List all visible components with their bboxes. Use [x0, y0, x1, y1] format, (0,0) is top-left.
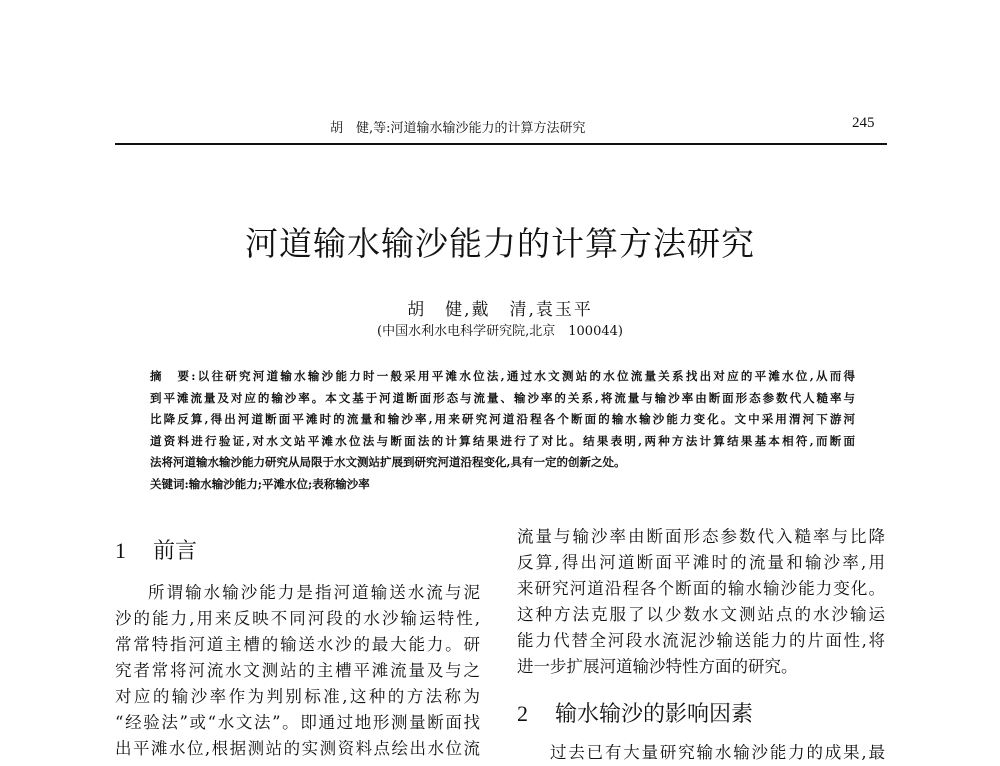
abstract-line: 法将河道输水输沙能力研究从局限于水文测站扩展到研究河道沿程变化,具有一定的创新之处。: [150, 455, 626, 469]
authors: 胡 健,戴 清,袁玉平: [407, 300, 593, 320]
body-line: 进一步扩展河道输沙特性方面的研究。: [517, 657, 798, 676]
abstract-line: 摘 要:以往研究河道输水输沙能力时一般采用平滩水位法,通过水文测站的水位流量关系找出对应的平滩水位,从而得: [150, 369, 855, 383]
section-number: 2: [517, 701, 528, 726]
body-line: “经验法”或“水文法”。即通过地形测量断面找: [115, 713, 480, 732]
body-line: 对应的输沙率作为判别标准,这种的方法称为: [115, 687, 480, 706]
body-line: 出平滩水位,根据测站的实测资料点绘出水位流: [115, 739, 480, 758]
keywords: 关键词:输水输沙能力;平滩水位;表称输沙率: [150, 477, 370, 491]
abstract-line: 比降反算,得出河道断面平滩时的流量和输沙率,用来研究河道沿程各个断面的输水输沙能力变化。文中采用渭河下游河: [150, 412, 855, 426]
section-title: 输水输沙的影响因素: [555, 702, 754, 727]
header-rule: [115, 143, 887, 145]
section-title: 前言: [153, 539, 198, 564]
body-line: 究者常将河流水文测站的主槽平滩流量及与之: [115, 661, 480, 680]
body-line: 所谓输水输沙能力是指河道输送水流与泥: [148, 583, 480, 602]
affiliation: (中国水利水电科学研究院,北京 100044): [377, 324, 623, 339]
abstract-line: 道资料进行验证,对水文站平滩水位法与断面法的计算结果进行了对比。结果表明,两种方法计算结果基本相符,而断面: [150, 434, 855, 448]
section-1-heading: [115, 534, 480, 565]
body-line: 反算,得出河道断面平滩时的流量和输沙率,用: [517, 553, 885, 572]
body-line: 流量与输沙率由断面形态参数代入糙率与比降: [517, 527, 885, 546]
body-line: 沙的能力,用来反映不同河段的水沙输运特性,: [115, 609, 480, 628]
body-line: 常常特指河道主槽的输送水沙的最大能力。研: [115, 635, 480, 654]
body-line: 来研究河道沿程各个断面的输水输沙能力变化。: [517, 579, 885, 598]
paper-title: 河道输水输沙能力的计算方法研究: [245, 224, 755, 263]
abstract-line: 到平滩流量及对应的输沙率。本文基于河道断面形态与流量、输沙率的关系,将流量与输沙率由断面形态参数代人糙率与: [150, 391, 855, 405]
running-header: 胡 健,等:河道输水输沙能力的计算方法研究: [330, 121, 586, 136]
section-2-heading: [517, 697, 885, 728]
body-line: 这种方法克服了以少数水文测站点的水沙输运: [517, 605, 885, 624]
page-number: 245: [852, 115, 875, 131]
section-number: 1: [115, 538, 126, 563]
body-line: 过去已有大量研究输水输沙能力的成果,最: [550, 743, 885, 762]
body-line: 能力代替全河段水流泥沙输送能力的片面性,将: [517, 631, 885, 650]
